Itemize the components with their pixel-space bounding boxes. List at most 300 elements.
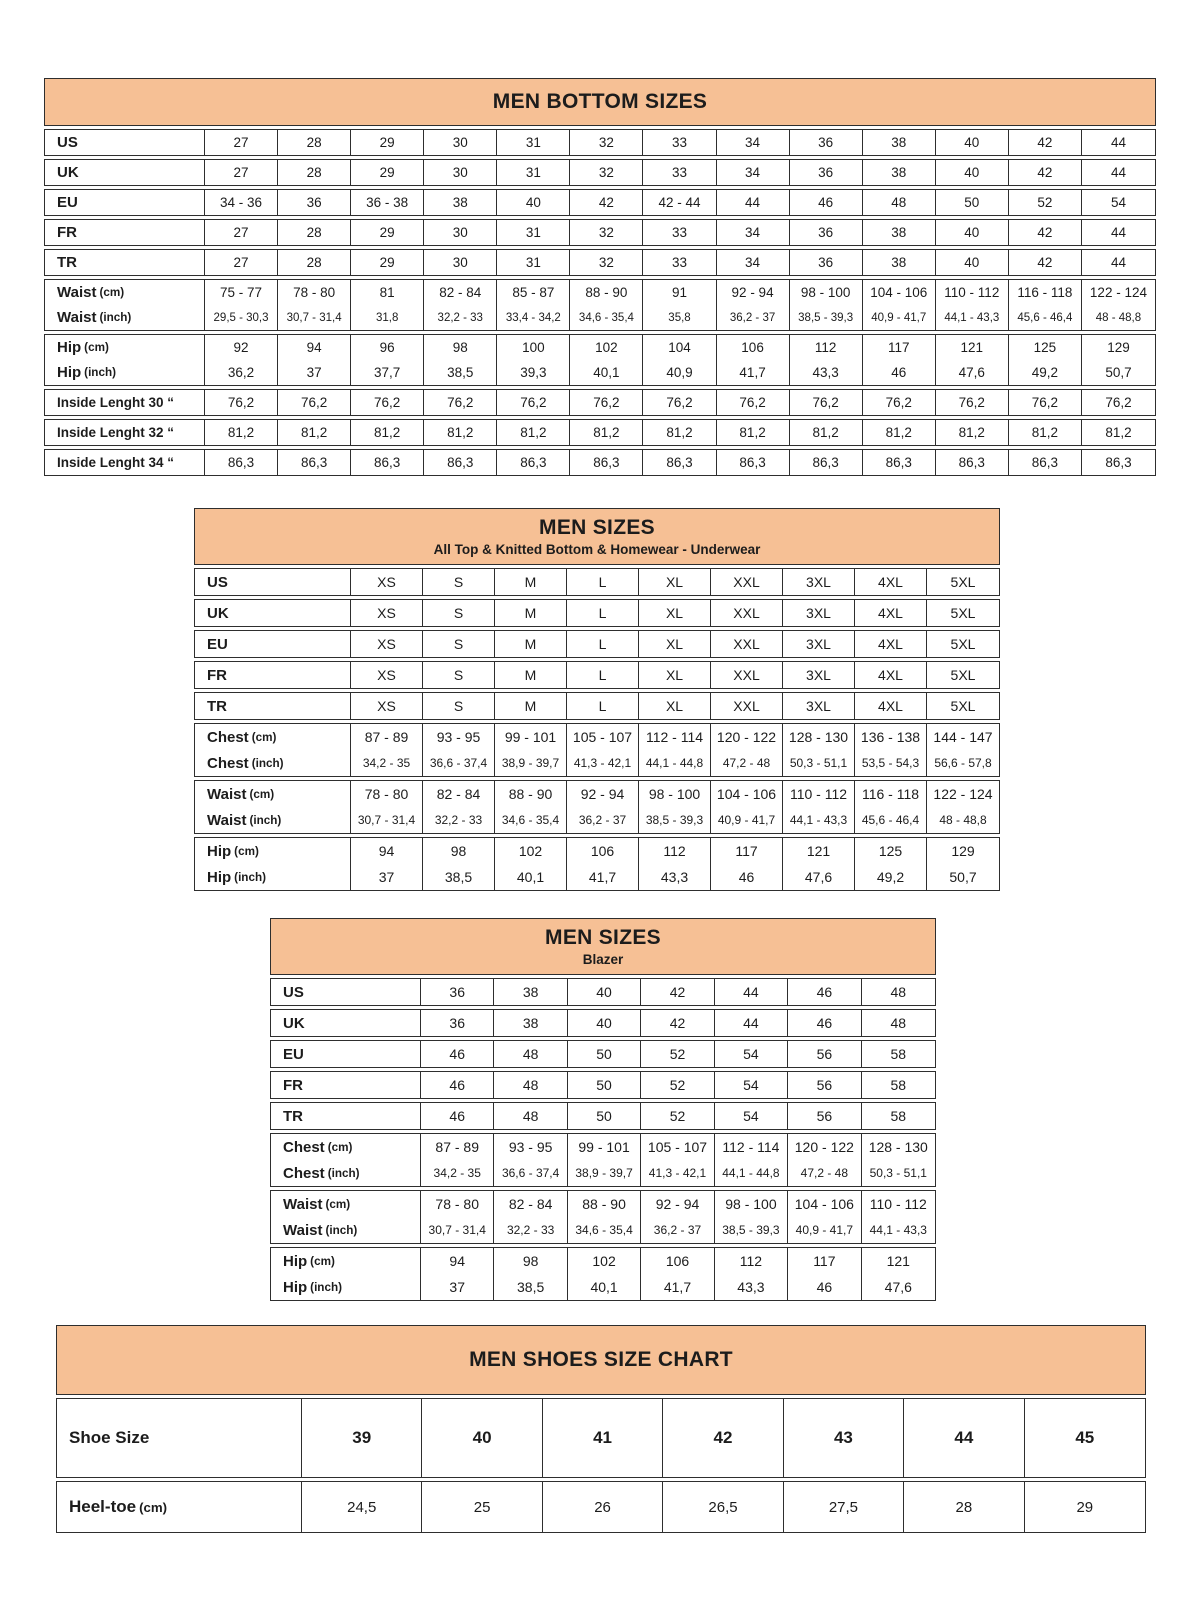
row-label: TR <box>195 693 351 719</box>
size-cell: 28 <box>904 1482 1024 1532</box>
size-cell: 40 <box>936 160 1009 185</box>
size-cell: 100 <box>497 335 570 360</box>
size-cell: S <box>423 600 495 626</box>
size-cell: S <box>423 662 495 688</box>
size-cell: 81,2 <box>936 420 1009 445</box>
size-cell: 30,7 - 31,4 <box>278 305 351 330</box>
size-cell: 106 <box>717 335 790 360</box>
size-cell: S <box>423 569 495 595</box>
row-label: Chest (cm) <box>271 1134 421 1160</box>
size-cell: 46 <box>421 1072 494 1098</box>
size-cell: 32 <box>570 220 643 245</box>
size-cell: 30,7 - 31,4 <box>351 807 423 833</box>
size-cell: 36 <box>421 1010 494 1036</box>
size-cell: 86,3 <box>497 450 570 475</box>
size-cell: 40 <box>568 1010 641 1036</box>
size-cell: 86,3 <box>278 450 351 475</box>
men-sizes-blazer-table <box>270 918 936 1301</box>
row-label: TR <box>45 250 205 275</box>
size-cell: 32 <box>570 160 643 185</box>
size-cell: 41,7 <box>717 360 790 385</box>
size-cell: 96 <box>351 335 424 360</box>
table-title: MEN SIZES <box>539 516 655 539</box>
size-cell: 27 <box>205 160 278 185</box>
size-cell: 98 - 100 <box>790 280 863 305</box>
size-cell: 42 <box>663 1399 783 1477</box>
row-label-unit: (inch) <box>249 813 282 827</box>
size-cell: 28 <box>278 250 351 275</box>
size-cell: 76,2 <box>424 390 497 415</box>
size-cell: 31,8 <box>351 305 424 330</box>
size-cell: 44 <box>904 1399 1024 1477</box>
row-group <box>194 692 1000 720</box>
size-cell: 36 <box>790 130 863 155</box>
size-cell: 44 <box>1110 135 1126 150</box>
size-cell: 42 <box>1009 130 1082 155</box>
size-cell: XL <box>639 569 711 595</box>
size-cell: 26 <box>543 1482 663 1532</box>
size-cell: 99 - 101 <box>495 724 567 750</box>
size-cell: 91 <box>643 280 716 305</box>
size-cell: 88 - 90 <box>495 781 567 807</box>
row-label-unit: (cm) <box>234 844 259 858</box>
size-cell: 38 <box>863 160 936 185</box>
size-cell: 34,2 - 35 <box>351 750 423 776</box>
size-cell: 4XL <box>855 569 927 595</box>
row-label-unit: (cm) <box>99 286 125 299</box>
size-cell: 29 <box>351 250 424 275</box>
size-cell: 81,2 <box>790 420 863 445</box>
size-cell: 44,1 - 43,3 <box>869 1223 927 1237</box>
size-cell: 47,6 <box>783 864 855 890</box>
size-cell: 31 <box>497 160 570 185</box>
size-cell: 47,2 - 48 <box>788 1160 861 1186</box>
size-cell: 117 <box>788 1248 861 1274</box>
size-cell: 32 <box>570 250 643 275</box>
size-cell: 112 - 114 <box>639 724 711 750</box>
size-cell: 39,3 <box>497 360 570 385</box>
size-cell: 121 <box>936 335 1009 360</box>
size-cell: 81,2 <box>570 420 643 445</box>
size-cell: 105 - 107 <box>641 1134 714 1160</box>
size-cell: 44 <box>1110 225 1126 240</box>
size-cell: 87 - 89 <box>421 1134 494 1160</box>
size-cell: 31 <box>497 220 570 245</box>
size-cell: XL <box>639 600 711 626</box>
row-group <box>270 1071 936 1099</box>
size-cell: 86,3 <box>351 450 424 475</box>
row-label: Waist (inch) <box>45 305 205 330</box>
size-cell: 37 <box>421 1274 494 1300</box>
size-cell: 34 - 36 <box>205 190 278 215</box>
size-cell: 48 - 48,8 <box>1095 311 1142 324</box>
size-cell: 102 <box>568 1248 641 1274</box>
size-cell: 98 <box>423 838 495 864</box>
size-cell: 50 <box>568 1103 641 1129</box>
row-label-unit: (cm) <box>310 1254 335 1268</box>
row-group <box>270 1040 936 1068</box>
men-sizes-top-table <box>194 508 1000 891</box>
size-cell: 54 <box>715 1041 788 1067</box>
size-cell: 48 <box>890 1015 907 1031</box>
row-label-unit: (inch) <box>84 366 116 379</box>
size-cell: 45,6 - 46,4 <box>1009 305 1082 330</box>
row-group <box>56 1481 1146 1533</box>
size-cell: 86,3 <box>1009 450 1082 475</box>
row-label: Waist (cm) <box>195 781 351 807</box>
row-label-unit: (cm) <box>251 730 277 744</box>
size-cell: 98 - 100 <box>715 1191 788 1217</box>
size-cell: 42 <box>570 190 643 215</box>
men-shoes-size-chart-table <box>56 1325 1146 1533</box>
size-cell: XL <box>639 693 711 719</box>
size-cell: 44,1 - 44,8 <box>639 750 711 776</box>
size-cell: 24,5 <box>302 1482 422 1532</box>
size-cell: 25 <box>422 1482 542 1532</box>
size-cell: 81,2 <box>1105 425 1132 440</box>
row-label: Waist (cm) <box>45 280 205 305</box>
size-cell: 50 <box>568 1072 641 1098</box>
size-cell: 50,7 <box>1105 365 1132 380</box>
row-label-unit: (inch) <box>310 1280 342 1294</box>
row-label-unit: (cm) <box>139 1499 168 1515</box>
size-cell: 44,1 - 43,3 <box>783 807 855 833</box>
row-label: Chest (cm) <box>195 724 351 750</box>
size-cell: 47,6 <box>936 360 1009 385</box>
row-group <box>270 1133 936 1187</box>
row-group <box>194 780 1000 834</box>
row-group <box>270 1102 936 1130</box>
size-cell: 125 <box>1009 335 1082 360</box>
size-cell: 33 <box>643 220 716 245</box>
size-cell: 81,2 <box>497 420 570 445</box>
size-cell: 38 <box>863 130 936 155</box>
row-label: UK <box>45 160 205 185</box>
size-cell: XXL <box>711 631 783 657</box>
size-cell: 116 - 118 <box>855 781 927 807</box>
size-cell: 45,6 - 46,4 <box>855 807 927 833</box>
size-cell: 46 <box>863 360 936 385</box>
row-label: Waist (inch) <box>195 807 351 833</box>
size-cell: 30 <box>424 130 497 155</box>
size-cell: 40,9 - 41,7 <box>863 305 936 330</box>
size-cell: 32,2 - 33 <box>494 1217 567 1243</box>
size-cell: 52 <box>641 1072 714 1098</box>
row-label-unit: (cm) <box>249 787 275 801</box>
row-group <box>270 1009 936 1037</box>
size-cell: M <box>495 631 567 657</box>
size-cell: 86,3 <box>205 450 278 475</box>
size-cell: 92 - 94 <box>567 781 639 807</box>
size-cell: 43,3 <box>715 1274 788 1300</box>
size-cell: 122 - 124 <box>933 786 993 802</box>
size-cell: 40 <box>936 250 1009 275</box>
table-header <box>44 78 1156 126</box>
size-cell: 112 - 114 <box>715 1134 788 1160</box>
size-cell: 34,6 - 35,4 <box>570 305 643 330</box>
row-label: Waist (cm) <box>271 1191 421 1217</box>
size-cell: 40,1 <box>495 864 567 890</box>
row-group <box>44 334 1156 386</box>
size-cell: 112 <box>790 335 863 360</box>
size-cell: XS <box>351 631 423 657</box>
size-cell: 120 - 122 <box>711 724 783 750</box>
size-cell: S <box>423 631 495 657</box>
row-label: FR <box>271 1072 421 1098</box>
size-cell: XS <box>351 693 423 719</box>
size-cell: 36,2 - 37 <box>641 1217 714 1243</box>
size-cell: 81 <box>351 280 424 305</box>
size-cell: 34 <box>717 160 790 185</box>
size-cell: 36,6 - 37,4 <box>423 750 495 776</box>
size-cell: 34,6 - 35,4 <box>495 807 567 833</box>
row-group <box>44 189 1156 216</box>
size-cell: 99 - 101 <box>568 1134 641 1160</box>
size-cell: 46 <box>788 1010 861 1036</box>
row-group <box>194 723 1000 777</box>
size-cell: 4XL <box>855 662 927 688</box>
size-cell: 33 <box>643 250 716 275</box>
size-cell: 33,4 - 34,2 <box>497 305 570 330</box>
row-group <box>44 389 1156 416</box>
row-label: Hip (inch) <box>271 1274 421 1300</box>
row-label-unit: (inch) <box>325 1223 358 1237</box>
size-cell: 38,5 - 39,3 <box>715 1217 788 1243</box>
size-cell: 36,2 - 37 <box>717 305 790 330</box>
row-label: FR <box>195 662 351 688</box>
size-cell: 5XL <box>950 574 976 590</box>
size-cell: 38,9 - 39,7 <box>495 750 567 776</box>
size-cell: 29 <box>351 130 424 155</box>
row-label-unit: (inch) <box>251 756 284 770</box>
size-cell: 86,3 <box>424 450 497 475</box>
size-cell: 93 - 95 <box>423 724 495 750</box>
size-cell: 32,2 - 33 <box>424 305 497 330</box>
row-label: US <box>195 569 351 595</box>
size-cell: 36,6 - 37,4 <box>494 1160 567 1186</box>
size-cell: 4XL <box>855 631 927 657</box>
row-group <box>270 978 936 1006</box>
size-cell: 104 - 106 <box>863 280 936 305</box>
size-cell: 46 <box>421 1041 494 1067</box>
size-cell: 27 <box>205 250 278 275</box>
row-label: US <box>271 979 421 1005</box>
size-cell: 42 <box>641 1010 714 1036</box>
size-cell: 81,2 <box>863 420 936 445</box>
size-cell: 121 <box>886 1253 910 1269</box>
size-cell: 47,2 - 48 <box>711 750 783 776</box>
size-cell: 3XL <box>783 631 855 657</box>
size-cell: 56 <box>788 1072 861 1098</box>
size-cell: 27 <box>205 220 278 245</box>
row-label-unit: (inch) <box>234 870 266 884</box>
size-cell: 76,2 <box>1105 395 1132 410</box>
row-label-unit: (cm) <box>84 341 109 354</box>
row-group <box>194 599 1000 627</box>
row-group <box>270 1190 936 1244</box>
size-cell: 58 <box>890 1046 907 1062</box>
size-cell: 48 <box>494 1041 567 1067</box>
size-cell: 27 <box>205 130 278 155</box>
size-cell: 38,5 <box>424 360 497 385</box>
size-cell: 3XL <box>783 600 855 626</box>
size-cell: 30 <box>424 220 497 245</box>
size-cell: 40,1 <box>568 1274 641 1300</box>
size-cell: 128 - 130 <box>783 724 855 750</box>
row-label: EU <box>45 190 205 215</box>
size-cell: 48 <box>890 984 907 1000</box>
size-cell: 41 <box>543 1399 663 1477</box>
size-cell: 40 <box>422 1399 542 1477</box>
size-cell: 40 <box>936 220 1009 245</box>
size-cell: 110 - 112 <box>869 1196 927 1212</box>
table-subtitle: Blazer <box>582 952 624 967</box>
size-cell: 76,2 <box>717 390 790 415</box>
size-cell: 52 <box>1009 190 1082 215</box>
row-label: Heel-toe (cm) <box>57 1482 302 1532</box>
size-cell: 78 - 80 <box>351 781 423 807</box>
size-cell: 36,2 - 37 <box>567 807 639 833</box>
size-cell: M <box>495 662 567 688</box>
size-cell: 32,2 - 33 <box>423 807 495 833</box>
size-cell: 76,2 <box>570 390 643 415</box>
size-cell: 76,2 <box>936 390 1009 415</box>
size-cell: 38,5 <box>423 864 495 890</box>
size-cell: 44 <box>715 979 788 1005</box>
size-cell: 43,3 <box>639 864 711 890</box>
size-cell: 44,1 - 43,3 <box>936 305 1009 330</box>
size-cell: 38 <box>424 190 497 215</box>
size-cell: 50,3 - 51,1 <box>869 1166 927 1180</box>
size-cell: 44 <box>715 1010 788 1036</box>
size-cell: L <box>567 662 639 688</box>
size-cell: 112 <box>715 1248 788 1274</box>
row-group <box>44 249 1156 276</box>
size-cell: 40 <box>568 979 641 1005</box>
size-cell: L <box>567 693 639 719</box>
row-label: Hip (cm) <box>271 1248 421 1274</box>
size-cell: 46 <box>788 979 861 1005</box>
size-cell: 76,2 <box>643 390 716 415</box>
size-cell: 42 <box>1009 160 1082 185</box>
size-cell: 36 <box>421 979 494 1005</box>
size-cell: 36 - 38 <box>351 190 424 215</box>
size-cell: 42 <box>641 979 714 1005</box>
size-cell: 86,3 <box>863 450 936 475</box>
size-cell: 81,2 <box>278 420 351 445</box>
size-cell: 56 <box>788 1041 861 1067</box>
row-label: Chest (inch) <box>195 750 351 776</box>
row-group <box>194 568 1000 596</box>
row-label: Inside Lenght 34 “ <box>45 450 205 475</box>
row-group <box>44 159 1156 186</box>
size-cell: 87 - 89 <box>351 724 423 750</box>
size-cell: 38,5 - 39,3 <box>790 305 863 330</box>
size-cell: 54 <box>715 1072 788 1098</box>
size-cell: 30 <box>424 160 497 185</box>
size-cell: 28 <box>278 160 351 185</box>
size-cell: 58 <box>890 1108 907 1124</box>
size-cell: XXL <box>711 569 783 595</box>
size-cell: 122 - 124 <box>1089 285 1147 300</box>
size-cell: M <box>495 693 567 719</box>
size-cell: 29 <box>1076 1498 1094 1516</box>
size-cell: 50 <box>936 190 1009 215</box>
size-cell: 104 - 106 <box>788 1191 861 1217</box>
size-cell: 136 - 138 <box>855 724 927 750</box>
size-cell: 4XL <box>855 600 927 626</box>
size-cell: 102 <box>495 838 567 864</box>
men-bottom-sizes-table <box>44 78 1156 476</box>
size-cell: 37,7 <box>351 360 424 385</box>
table-title: MEN SHOES SIZE CHART <box>469 1348 733 1371</box>
size-cell: 104 - 106 <box>711 781 783 807</box>
size-cell: 29,5 - 30,3 <box>205 305 278 330</box>
size-cell: 41,7 <box>567 864 639 890</box>
size-cell: 38 <box>863 220 936 245</box>
row-label: Hip (cm) <box>195 838 351 864</box>
size-cell: 46 <box>788 1274 861 1300</box>
size-cell: 76,2 <box>497 390 570 415</box>
size-cell: 46 <box>711 864 783 890</box>
row-group <box>194 837 1000 891</box>
row-label: FR <box>45 220 205 245</box>
size-cell: 105 - 107 <box>567 724 639 750</box>
size-cell: 98 - 100 <box>639 781 711 807</box>
size-cell: M <box>495 600 567 626</box>
size-cell: 102 <box>570 335 643 360</box>
row-groups <box>44 129 1156 476</box>
size-cell: 37 <box>278 360 351 385</box>
size-cell: 38 <box>494 979 567 1005</box>
size-cell: 58 <box>890 1077 907 1093</box>
size-cell: 38,5 - 39,3 <box>639 807 711 833</box>
size-cell: XS <box>351 569 423 595</box>
size-cell: 4XL <box>855 693 927 719</box>
size-cell: 94 <box>278 335 351 360</box>
size-cell: 81,2 <box>424 420 497 445</box>
row-label-unit: (inch) <box>327 1166 360 1180</box>
size-cell: 56 <box>788 1103 861 1129</box>
size-cell: 44 <box>1110 255 1126 270</box>
size-cell: 45 <box>1075 1428 1095 1447</box>
size-cell: 86,3 <box>936 450 1009 475</box>
size-cell: 44 <box>717 190 790 215</box>
size-cell: 78 - 80 <box>278 280 351 305</box>
row-group <box>44 219 1156 246</box>
size-cell: 81,2 <box>351 420 424 445</box>
size-cell: 34 <box>717 220 790 245</box>
size-cell: 42 - 44 <box>643 190 716 215</box>
size-cell: 28 <box>278 130 351 155</box>
row-group <box>44 129 1156 156</box>
size-cell: 78 - 80 <box>421 1191 494 1217</box>
size-cell: 40,1 <box>570 360 643 385</box>
size-cell: 104 <box>643 335 716 360</box>
size-cell: 5XL <box>950 667 976 683</box>
table-title: MEN SIZES <box>545 926 661 949</box>
size-cell: 48 - 48,8 <box>939 813 987 827</box>
row-label: Inside Lenght 30 “ <box>45 390 205 415</box>
row-label-unit: (cm) <box>327 1140 353 1154</box>
size-cell: 76,2 <box>278 390 351 415</box>
size-cell: M <box>495 569 567 595</box>
size-cell: 3XL <box>783 693 855 719</box>
row-label: Waist (inch) <box>271 1217 421 1243</box>
size-cell: 38 <box>494 1010 567 1036</box>
size-cell: 48 <box>494 1072 567 1098</box>
size-cell: 50,3 - 51,1 <box>783 750 855 776</box>
